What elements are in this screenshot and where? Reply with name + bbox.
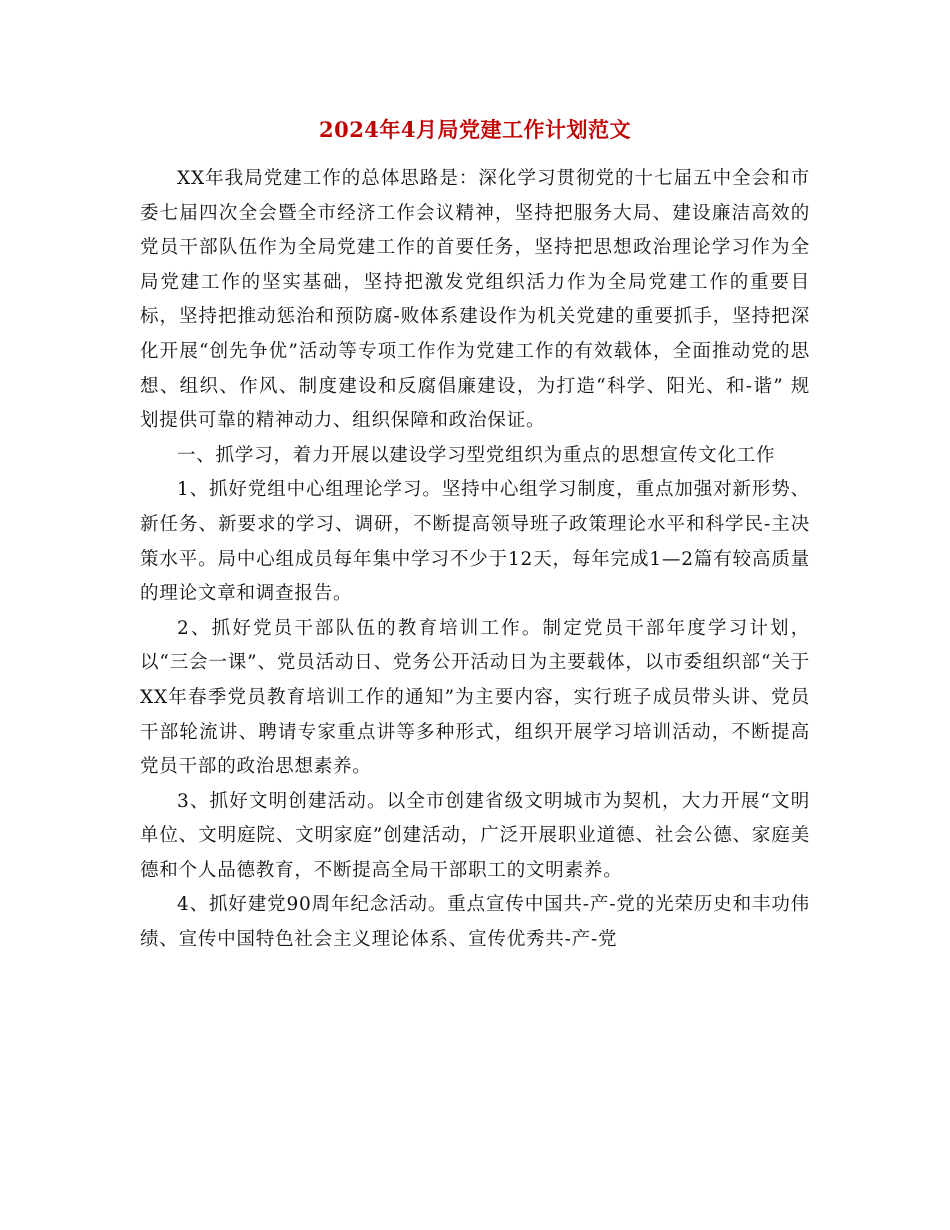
section-heading-1: 一、抓学习，着力开展以建设学习型党组织为重点的思想宣传文化工作 bbox=[177, 444, 776, 466]
document-title: 2024年4月局党建工作计划范文 bbox=[318, 117, 632, 142]
paragraph-overview: XX年我局党建工作的总体思路是：深化学习贯彻党的十七届五中全会和市委七届四次全会暨全市经济工作会议精神，坚持把服务大局、建设廉洁高效的党员干部队伍作为全局党建工作的首要任务，坚持把思想政治理论学习作为全局党建工作的坚实基础，坚持把激发党组织活力作为全局党建工作的重要目标，坚持把推动惩治和预防腐-败体系建设作为机关党建的重要抓手，坚持把深化开展“创先争优”活动等专项工作作为党建工作的有效载体，全面推动党的思想、组织、作风、制度建设和反腐倡廉建设，为打造“科学、阳光、和-谐” 规划提供可靠的精神动力、组织保障和政治保证。 bbox=[140, 168, 810, 432]
paragraph-item-3: 3、抓好文明创建活动。以全市创建省级文明城市为契机，大力开展“文明单位、文明庭院、文明家庭”创建活动，广泛开展职业道德、社会公德、家庭美德和个人品德教育，不断提高全局干部职工的文明素养。 bbox=[140, 790, 810, 881]
paragraph-item-2: 2、抓好党员干部队伍的教育培训工作。制定党员干部年度学习计划，以“三会一课”、党员活动日、党务公开活动日为主要载体，以市委组织部“关于XX年春季党员教育培训工作的通知”为主要内容，实行班子成员带头讲、党员干部轮流讲、聘请专家重点讲等多种形式，组织开展学习培训活动，不断提高党员干部的政治思想素养。 bbox=[140, 617, 810, 778]
document-body bbox=[140, 162, 810, 958]
paragraph-item-1: 1、抓好党组中心组理论学习。坚持中心组学习制度，重点加强对新形势、新任务、新要求的学习、调研，不断提高领导班子政策理论水平和科学民-主决策水平。局中心组成员每年集中学习不少于12天，每年完成1—2篇有较高质量的理论文章和调查报告。 bbox=[140, 479, 810, 605]
paragraph-item-4: 4、抓好建党90周年纪念活动。重点宣传中国共-产-党的光荣历史和丰功伟绩、宣传中国特色社会主义理论体系、宣传优秀共-产-党 bbox=[140, 894, 810, 951]
